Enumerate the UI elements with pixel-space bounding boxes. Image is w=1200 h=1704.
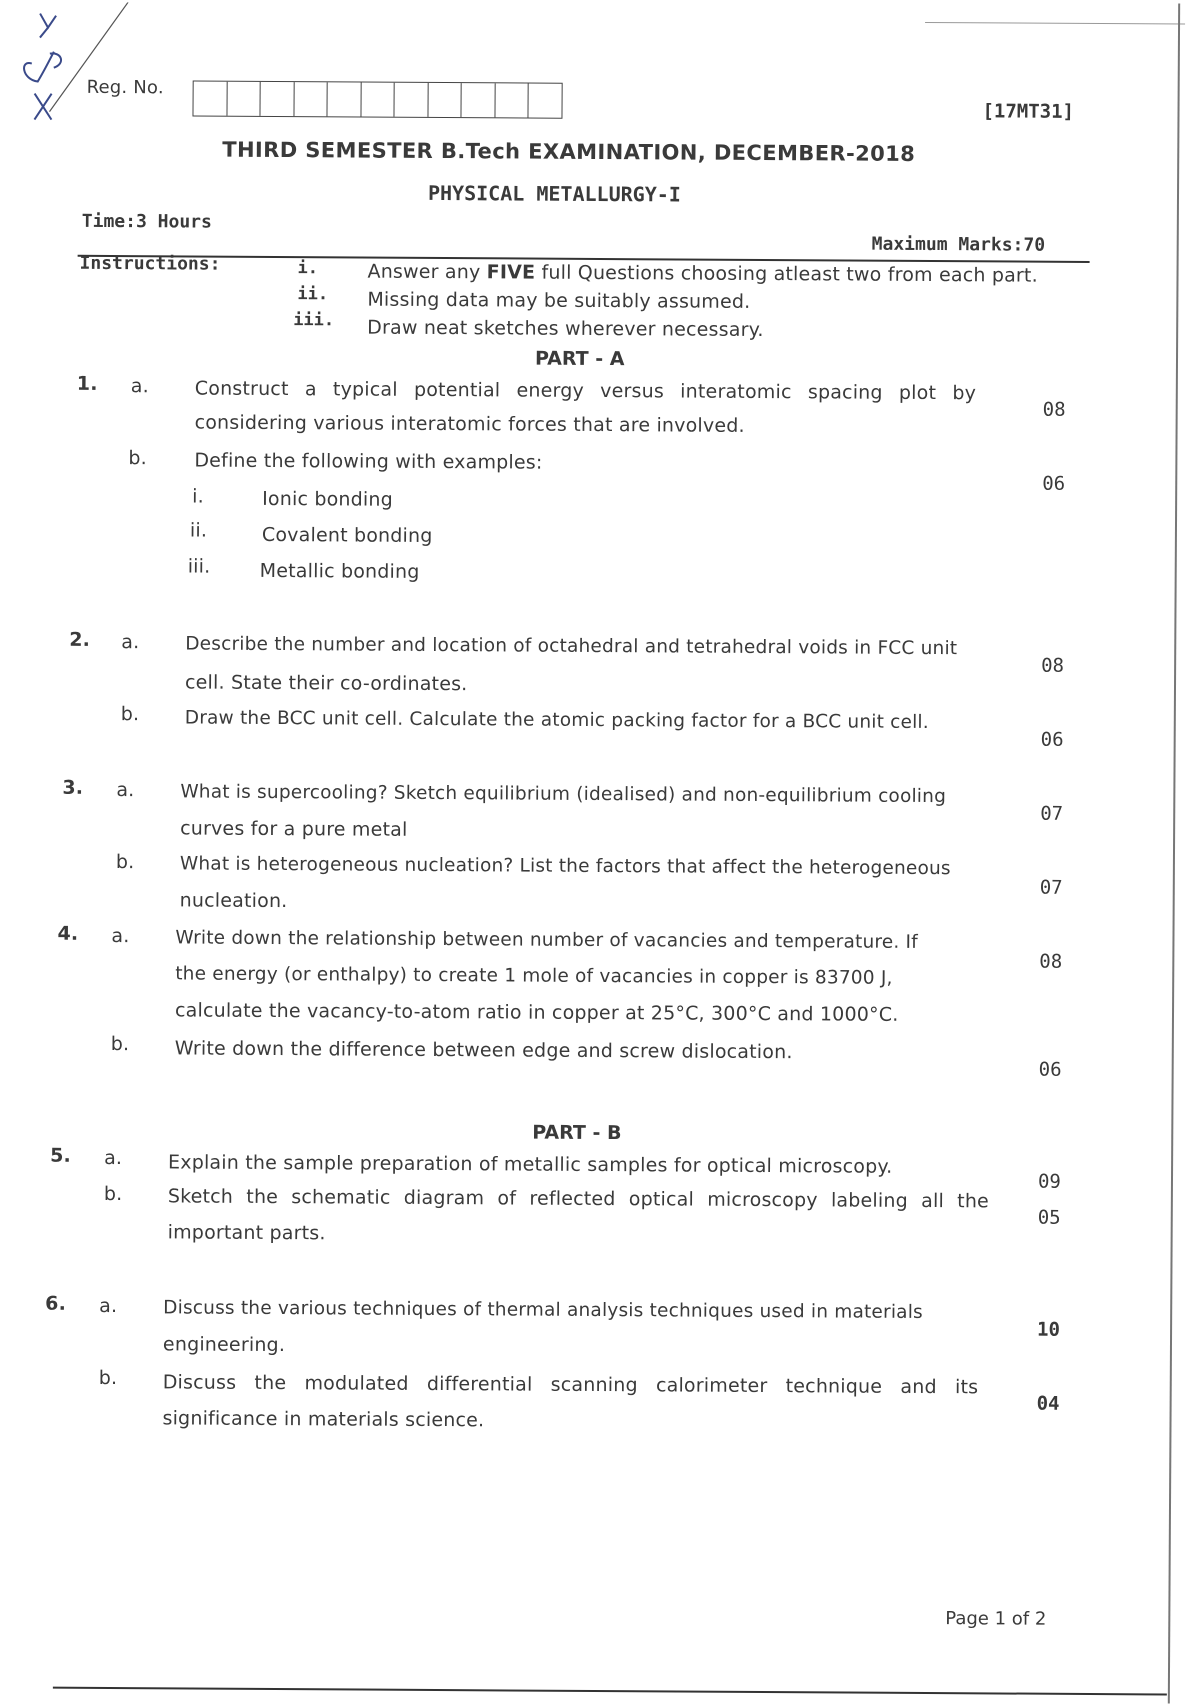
instruction-num: iii. [293, 310, 335, 331]
handwritten-annotation-icon [9, 1, 140, 132]
marks: 07 [1039, 876, 1063, 899]
exam-time: Time:3 Hours [81, 210, 212, 233]
marks: 07 [1040, 802, 1064, 825]
reg-no-label: Reg. No. [86, 76, 164, 99]
subquestion-label: a. [130, 375, 149, 398]
subquestion-label: a. [116, 779, 135, 802]
sub-item-text: Metallic bonding [259, 559, 420, 583]
marks: 06 [1038, 1058, 1062, 1081]
question-text: What is supercooling? Sketch equilibrium (idealised) and non-equilibrium cooling [180, 781, 947, 808]
instruction-item: Answer any FIVE full Questions choosing atleast two from each part. [367, 260, 1038, 287]
subquestion-label: a. [104, 1146, 123, 1170]
sub-item-text: Ionic bonding [262, 487, 394, 511]
question-text: Write down the relationship between number of vacancies and temperature. If [175, 927, 919, 953]
marks: 09 [1037, 1170, 1061, 1193]
sub-item-num: ii. [189, 519, 208, 542]
marks: 08 [1041, 654, 1065, 677]
question-text: calculate the vacancy-to-atom ratio in copper at 25°C, 300°C and 1000°C. [174, 999, 899, 1026]
question-text: Draw the BCC unit cell. Calculate the atomic packing factor for a BCC unit cell. [184, 707, 929, 734]
subquestion-label: a. [121, 631, 140, 654]
question-text: Sketch the schematic diagram of reflected optical microscopy labeling all the [167, 1185, 990, 1213]
instruction-item: Draw neat sketches wherever necessary. [367, 316, 764, 341]
subquestion-label: b. [128, 447, 147, 470]
marks: 05 [1037, 1206, 1061, 1229]
question-text: the energy (or enthalpy) to create 1 mole of vacancies in copper is 83700 J, [175, 963, 893, 989]
question-text: important parts. [167, 1221, 326, 1245]
subquestion-label: b. [98, 1366, 118, 1390]
marks: 08 [1039, 950, 1063, 973]
marks: 04 [1036, 1392, 1060, 1415]
subquestion-label: b. [120, 703, 140, 726]
question-number: 4. [57, 922, 79, 945]
sub-item-num: i. [192, 485, 204, 508]
question-text: Discuss the various techniques of thermal analysis techniques used in materials [163, 1297, 923, 1323]
question-text: significance in materials science. [162, 1407, 485, 1432]
subquestion-label: b. [115, 851, 135, 874]
footer-rule [53, 1687, 1167, 1696]
question-text: Discuss the modulated differential scanning calorimeter technique and its [162, 1371, 979, 1399]
marks: 08 [1042, 398, 1066, 421]
question-text: cell. State their co-ordinates. [184, 671, 468, 696]
question-text: curves for a pure metal [180, 817, 408, 841]
max-marks: Maximum Marks:70 [871, 233, 1046, 256]
subquestion-label: b. [103, 1182, 123, 1206]
question-text: Construct a typical potential energy versus interatomic spacing plot by [194, 377, 977, 405]
instruction-item: Missing data may be suitably assumed. [367, 288, 751, 313]
question-text: engineering. [162, 1333, 286, 1357]
question-number: 5. [50, 1144, 72, 1167]
instructions-label: Instructions: [79, 252, 221, 275]
subquestion-label: a. [111, 925, 130, 948]
subquestion-label: b. [110, 1033, 130, 1056]
exam-title: THIRD SEMESTER B.Tech EXAMINATION, DECEMBER-2018 [222, 137, 916, 166]
marks: 10 [1037, 1318, 1061, 1341]
question-text: nucleation. [179, 889, 288, 913]
question-number: 2. [69, 628, 91, 651]
question-text: What is heterogeneous nucleation? List the factors that affect the heterogeneous [179, 853, 951, 880]
scan-edge-right [1168, 4, 1180, 1704]
question-number: 3. [62, 776, 84, 799]
instruction-num: ii. [297, 284, 329, 305]
marks: 06 [1042, 472, 1066, 495]
question-number: 1. [76, 372, 98, 395]
question-text: Define the following with examples: [194, 449, 543, 474]
subject-title: PHYSICAL METALLURGY-I [427, 180, 681, 207]
question-text: Explain the sample preparation of metallic samples for optical microscopy. [168, 1151, 893, 1178]
question-number: 6. [45, 1292, 67, 1315]
course-code: [17MT31] [982, 100, 1075, 123]
question-text: considering various interatomic forces that are involved. [194, 411, 745, 437]
question-text: Describe the number and location of octahedral and tetrahedral voids in FCC unit [185, 633, 958, 660]
part-b-heading: PART - B [532, 1121, 622, 1145]
sub-item-num: iii. [187, 555, 211, 578]
reg-no-boxes[interactable] [192, 80, 562, 118]
part-a-heading: PART - A [534, 347, 625, 371]
marks: 06 [1040, 728, 1064, 751]
scan-edge-line [925, 22, 1185, 25]
subquestion-label: a. [99, 1294, 118, 1318]
sub-item-text: Covalent bonding [261, 523, 433, 547]
instruction-num: i. [297, 258, 319, 279]
question-text: Write down the difference between edge and screw dislocation. [174, 1037, 793, 1064]
page-number: Page 1 of 2 [945, 1608, 1047, 1630]
